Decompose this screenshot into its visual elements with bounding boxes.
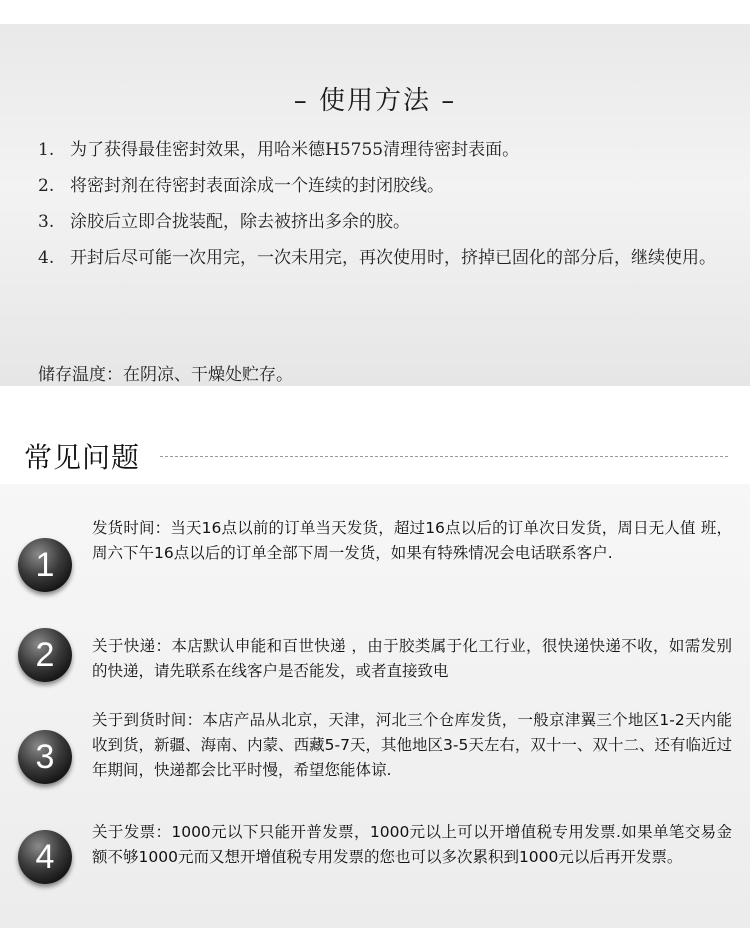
storage-note: 储存温度：在阴凉、干燥处贮存。 xyxy=(38,365,293,385)
step-text: 开封后尽可能一次用完，一次未用完，再次使用时，挤掉已固化的部分后，继续使用。 xyxy=(70,248,716,268)
step-number: 3. xyxy=(38,212,55,232)
number-badge: 2 xyxy=(18,628,72,682)
faq-title: 常见问题 xyxy=(24,441,141,474)
usage-steps-list xyxy=(38,132,728,276)
number-badge: 1 xyxy=(18,538,72,592)
faq-answer: 关于快递：本店默认申能和百世快递 ，由于胶类属于化工行业，很快递快递不收，如需发别的快递，请先联系在线客户是否能发，或者直接致电 xyxy=(92,637,732,680)
step-text: 涂胶后立即合拢装配，除去被挤出多余的胶。 xyxy=(70,212,410,232)
number-badge: 4 xyxy=(18,830,72,884)
step-text: 将密封剂在待密封表面涂成一个连续的封闭胶线。 xyxy=(70,176,444,196)
faq-answer: 关于发票：1000元以下只能开普发票，1000元以上可以开增值税专用发票.如果单笔交易金额不够1000元而又想开增值税专用发票的您也可以多次累积到1000元以后再开发票。 xyxy=(92,823,732,866)
number-badge: 3 xyxy=(18,730,72,784)
usage-step xyxy=(38,204,728,240)
step-number: 1. xyxy=(38,140,55,160)
usage-step xyxy=(38,240,728,276)
step-number: 2. xyxy=(38,176,55,196)
faq-header xyxy=(0,432,750,476)
faq-answer: 关于到货时间：本店产品从北京，天津，河北三个仓库发货，一般京津翼三个地区1-2天内能收到货，新疆、海南、内蒙、西藏5-7天，其他地区3-5天左右，双十一、双十二、还有临近过年期间，快递都会比平时慢，希望您能体谅. xyxy=(92,711,732,779)
usage-step xyxy=(38,168,728,204)
faq-answer: 发货时间：当天16点以前的订单当天发货，超过16点以后的订单次日发货，周日无人值 班，周六下午16点以后的订单全部下周一发货，如果有特殊情况会电话联系客户. xyxy=(92,519,732,562)
faq-section xyxy=(0,484,750,928)
usage-title: – 使用方法 – xyxy=(293,86,457,116)
step-text: 为了获得最佳密封效果，用哈米德H5755清理待密封表面。 xyxy=(70,140,520,160)
usage-section xyxy=(0,24,750,386)
step-number: 4. xyxy=(38,248,55,268)
usage-step xyxy=(38,132,728,168)
dashed-divider xyxy=(160,456,728,457)
